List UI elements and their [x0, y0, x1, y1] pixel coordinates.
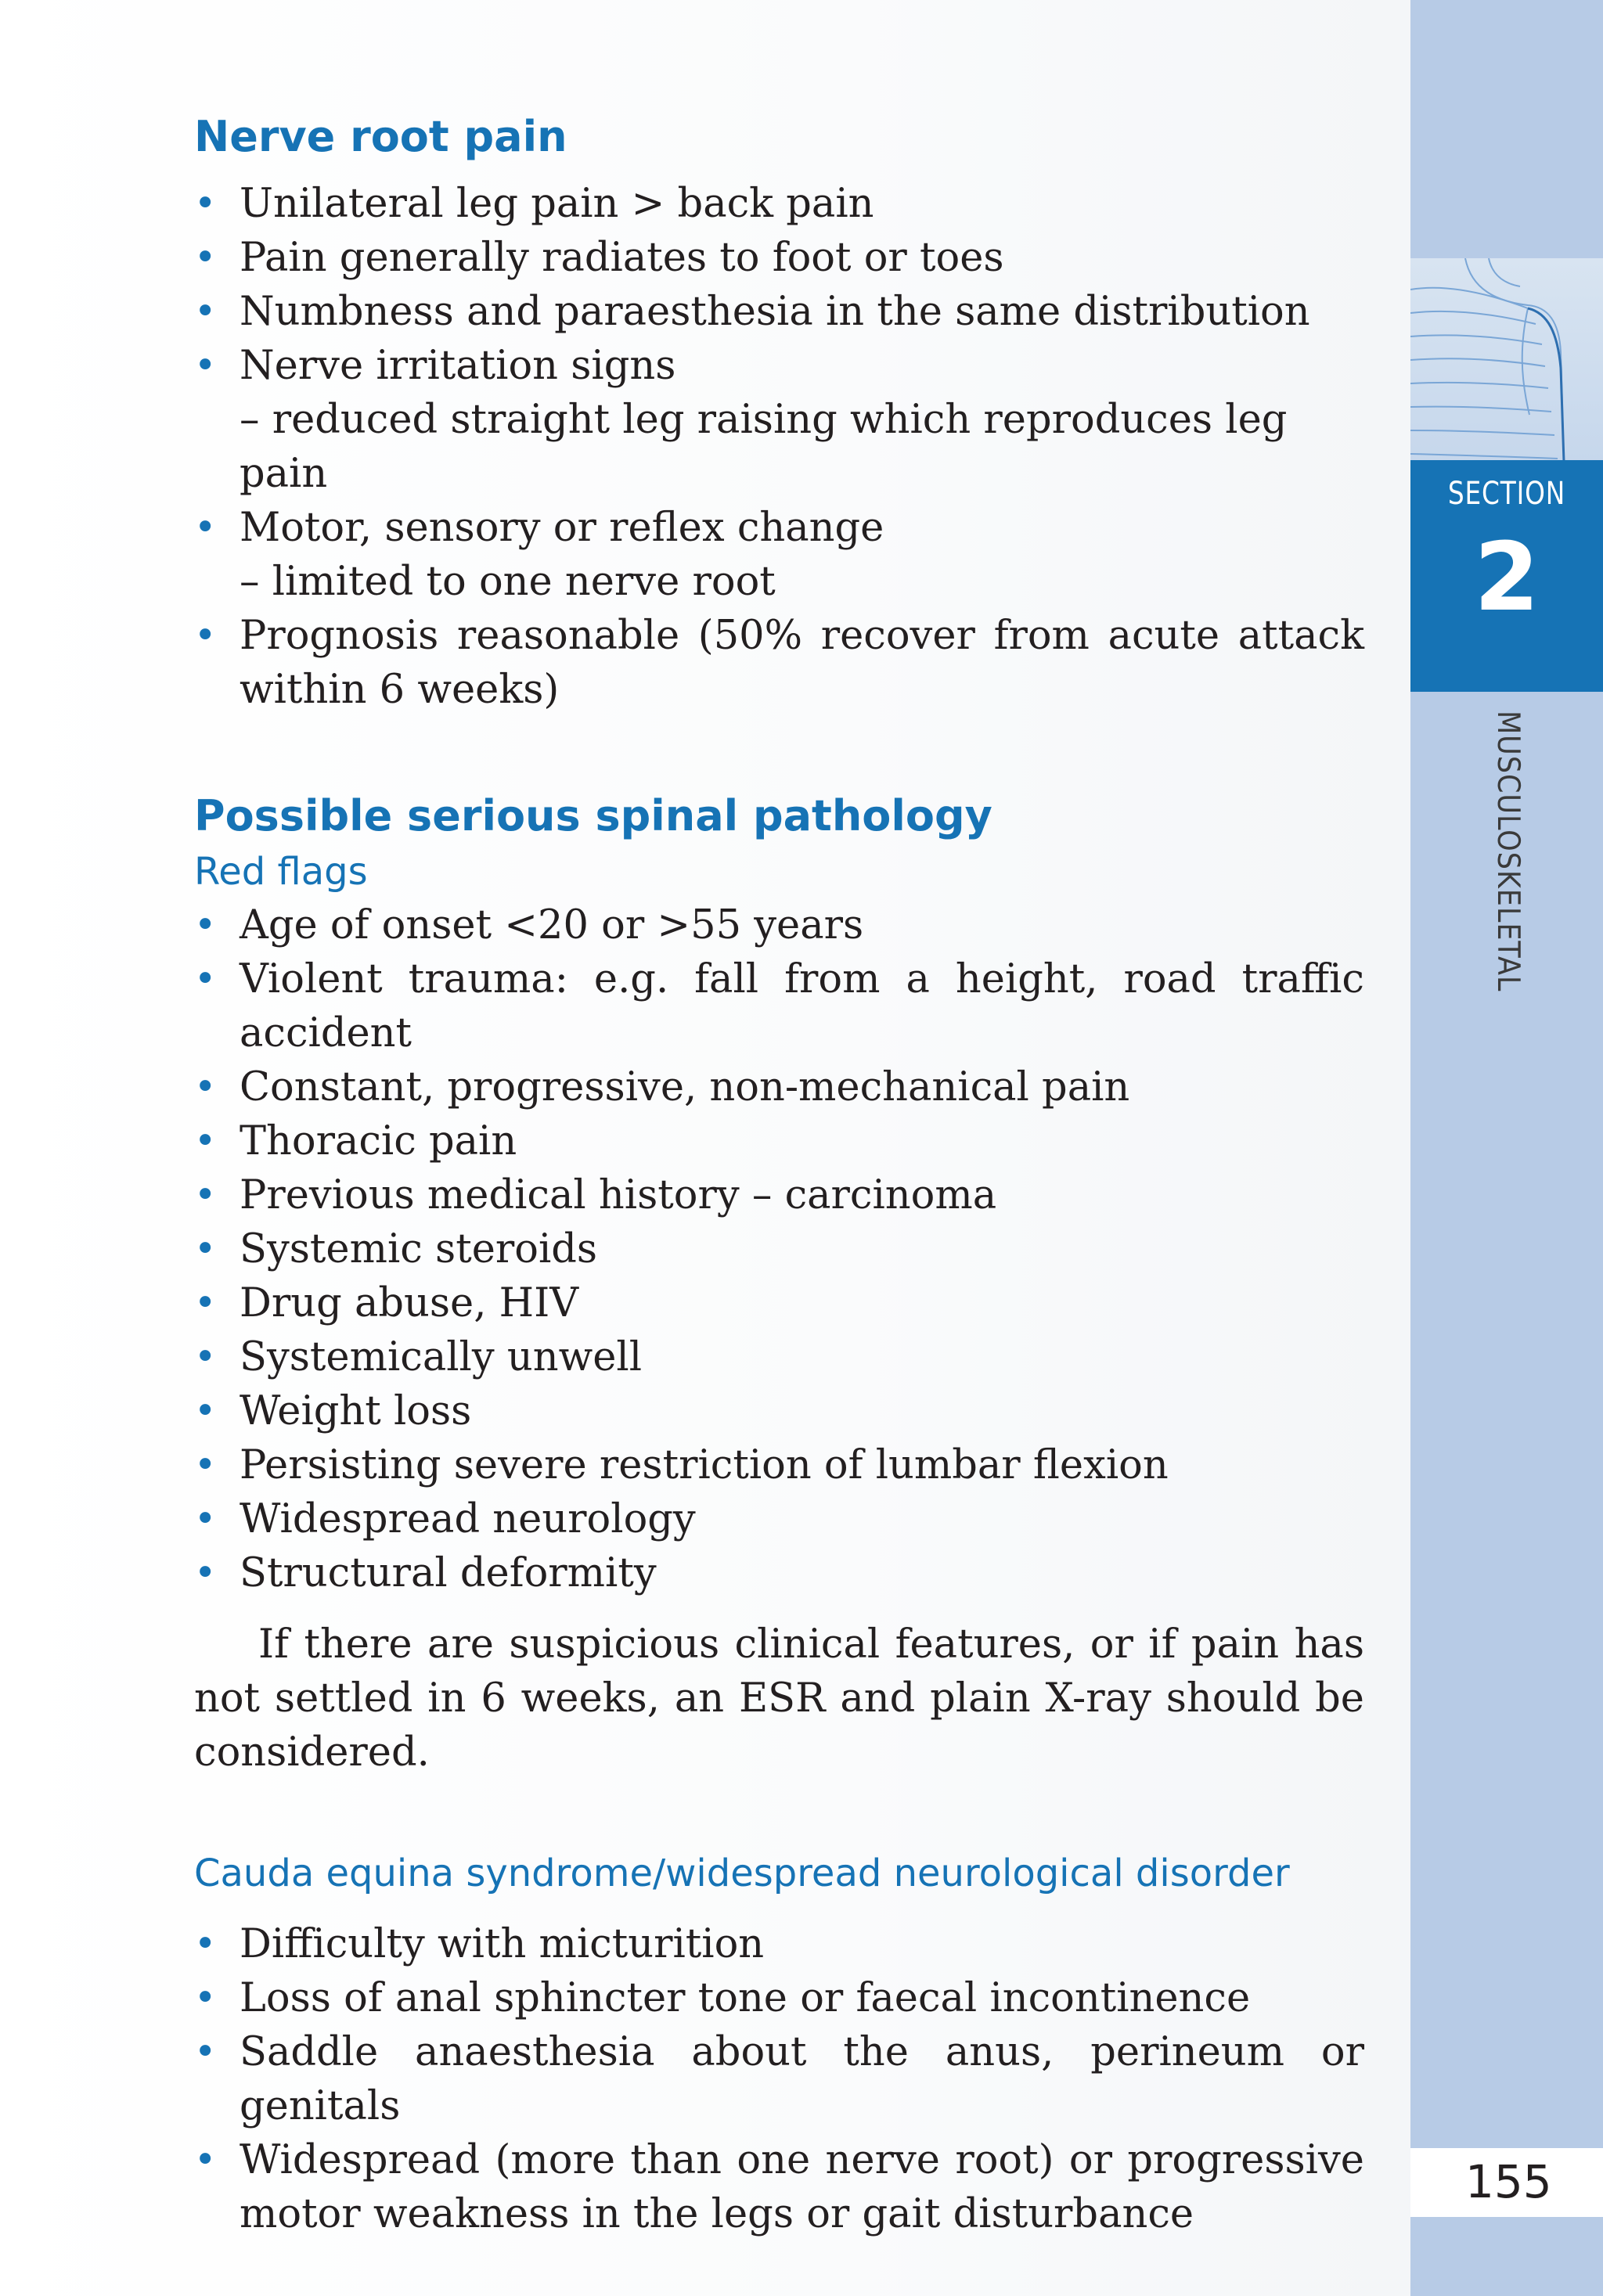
nerve-root-list-cont — [194, 501, 1364, 555]
list-item: • Prognosis reasonable (50% recover from acute attack within 6 weeks) — [194, 609, 1364, 717]
bullet-icon: • — [194, 290, 217, 333]
list-item: • Widespread neurology — [194, 1492, 1364, 1546]
sub-item: – reduced straight leg raising which reproduces leg pain — [240, 397, 1288, 497]
nerve-root-list — [194, 177, 1364, 393]
page-number-box — [1410, 2148, 1603, 2217]
heading-nerve-root-pain: Nerve root pain — [194, 112, 567, 161]
bullet-icon: • — [194, 1389, 217, 1433]
list-item: • Persisting severe restriction of lumbar flexion — [194, 1438, 1364, 1492]
bullet-icon: • — [194, 1227, 217, 1271]
section-number: 2 — [1474, 524, 1540, 632]
chapter-label-wrap — [1490, 711, 1531, 1024]
bullet-icon: • — [194, 903, 217, 947]
bullet-icon: • — [194, 1551, 217, 1595]
bullet-icon: • — [194, 1497, 217, 1541]
bullet-icon: • — [194, 957, 217, 1001]
red-flags-list — [194, 898, 1364, 1600]
chapter-label: MUSCULOSKELETAL — [1490, 711, 1526, 992]
list-item: • Age of onset <20 or >55 years — [194, 898, 1364, 952]
list-item: • Thoracic pain — [194, 1114, 1364, 1168]
section-badge — [1410, 460, 1603, 692]
investigation-paragraph: If there are suspicious clinical features, or if pain has not settled in 6 weeks, an ESR and plain X-ray should be considered. — [194, 1621, 1364, 1776]
bullet-icon: • — [194, 1443, 217, 1487]
bullet-icon: • — [194, 1281, 217, 1325]
list-item: • Drug abuse, HIV — [194, 1276, 1364, 1330]
list-item: • Loss of anal sphincter tone or faecal incontinence — [194, 1971, 1364, 2025]
heading-serious-pathology: Possible serious spinal pathology — [194, 791, 992, 840]
body-illustration — [1410, 258, 1603, 462]
bullet-icon: • — [194, 236, 217, 279]
bullet-icon: • — [194, 1173, 217, 1217]
list-item: • Systemically unwell — [194, 1330, 1364, 1384]
list-item: • Weight loss — [194, 1384, 1364, 1438]
bullet-icon: • — [194, 2030, 217, 2074]
bullet-icon: • — [194, 2138, 217, 2182]
bullet-icon: • — [194, 614, 217, 657]
list-item: • Structural deformity — [194, 1546, 1364, 1600]
list-item: • Pain generally radiates to foot or toes — [194, 231, 1364, 285]
bullet-icon: • — [194, 344, 217, 387]
page-content — [194, 110, 1364, 2241]
cauda-equina-list — [194, 1917, 1364, 2241]
bullet-icon: • — [194, 506, 217, 549]
list-item: • Widespread (more than one nerve root) or progressive motor weakness in the legs or gait disturbance — [194, 2133, 1364, 2241]
bullet-icon: • — [194, 1976, 217, 2020]
list-item: • Previous medical history – carcinoma — [194, 1168, 1364, 1222]
sub-item: – limited to one nerve root — [240, 559, 776, 605]
cauda-equina-subheading: Cauda equina syndrome/widespread neurological disorder — [194, 1852, 1290, 1895]
bullet-icon: • — [194, 1119, 217, 1163]
list-item: • Numbness and paraesthesia in the same distribution — [194, 285, 1364, 339]
red-flags-subheading: Red flags — [194, 850, 368, 894]
list-item: • Motor, sensory or reflex change — [194, 501, 1364, 555]
torso-outline-icon — [1410, 258, 1603, 462]
list-item: • Constant, progressive, non-mechanical pain — [194, 1060, 1364, 1114]
page-number: 155 — [1465, 2155, 1552, 2208]
bullet-icon: • — [194, 182, 217, 225]
list-item: • Nerve irritation signs — [194, 339, 1364, 393]
section-label: SECTION — [1447, 476, 1566, 512]
list-item: • Violent trauma: e.g. fall from a height, road traffic accident — [194, 952, 1364, 1060]
nerve-root-list-end — [194, 609, 1364, 717]
list-item: • Unilateral leg pain > back pain — [194, 177, 1364, 231]
bullet-icon: • — [194, 1335, 217, 1379]
list-item: • Saddle anaesthesia about the anus, perineum or genitals — [194, 2025, 1364, 2133]
list-item: • Difficulty with micturition — [194, 1917, 1364, 1971]
section-sidebar — [1410, 0, 1603, 2296]
list-item: • Systemic steroids — [194, 1222, 1364, 1276]
bullet-icon: • — [194, 1065, 217, 1109]
bullet-icon: • — [194, 1922, 217, 1966]
